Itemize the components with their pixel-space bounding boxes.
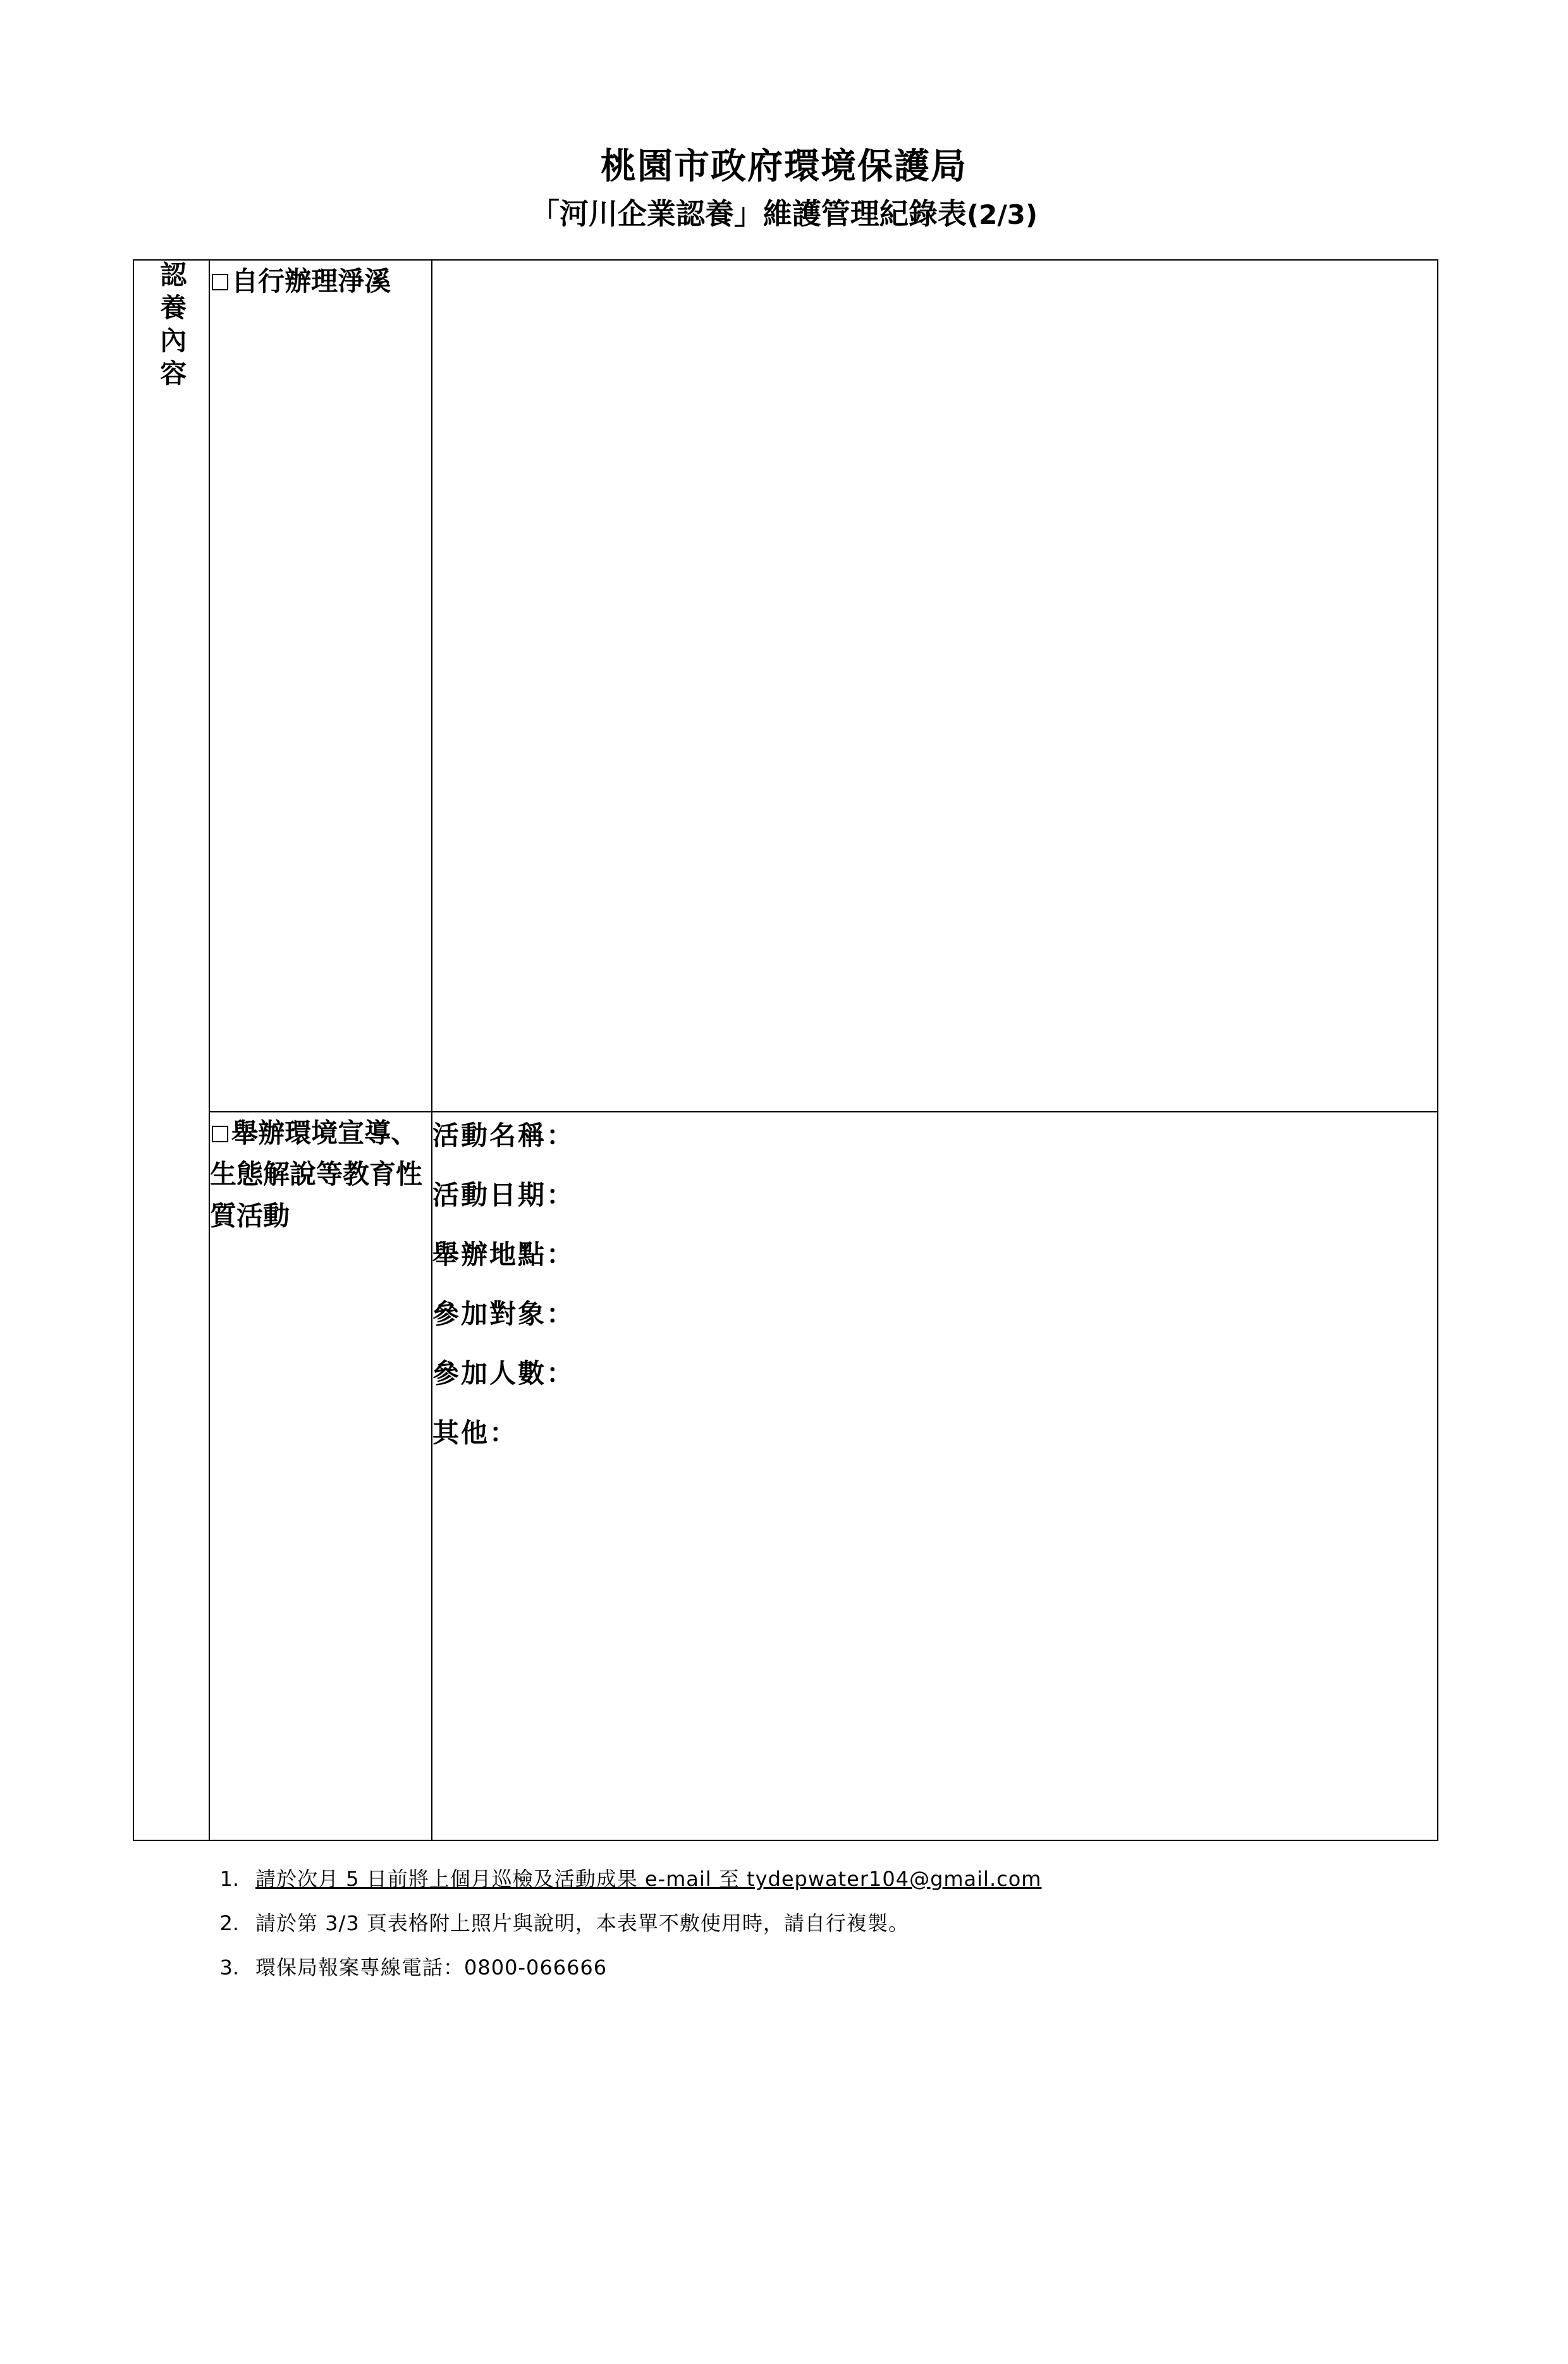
document-header — [0, 145, 1568, 231]
content-cell-education-activity[interactable] — [432, 1112, 1438, 1840]
row-label-cell — [133, 260, 209, 1840]
item-label-text: 自行辦理淨溪 — [231, 266, 391, 297]
field-other[interactable]: 其他： — [432, 1417, 518, 1449]
item-label-text: 舉辦環境宣導、生態解說等教育性質活動 — [210, 1117, 423, 1231]
list-item — [209, 1908, 1410, 1938]
field-participant-count[interactable]: 參加人數： — [432, 1358, 575, 1389]
list-item — [209, 1952, 1410, 1983]
item-cell-education-activity — [209, 1112, 432, 1840]
note-text: 請於次月 5 日前將上個月巡檢及活動成果 e-mail 至 tydepwater104@gmail.com — [255, 1867, 1042, 1892]
content-cell-clean-river[interactable] — [432, 260, 1438, 1112]
checkbox-icon[interactable]: □ — [210, 268, 231, 294]
page-title: 桃園市政府環境保護局 — [601, 146, 967, 187]
item-label-clean-river — [210, 261, 431, 302]
document-page — [0, 145, 1568, 2364]
field-participant-type[interactable]: 參加對象： — [432, 1298, 575, 1330]
page-marker: (2/3) — [966, 199, 1038, 231]
field-activity-name[interactable]: 活動名稱： — [432, 1120, 575, 1152]
notes-list — [209, 1864, 1410, 1983]
record-table — [133, 259, 1438, 1841]
page-subtitle — [0, 197, 1568, 231]
checkbox-icon[interactable]: □ — [210, 1120, 231, 1146]
note-number: 3. — [219, 1955, 239, 1980]
field-activity-date[interactable]: 活動日期： — [432, 1179, 575, 1211]
item-label-education-activity — [210, 1112, 431, 1236]
note-text: 請於第 3/3 頁表格附上照片與說明，本表單不敷使用時，請自行複製。 — [255, 1911, 909, 1936]
page-subtitle-text: 「河川企業認養」維護管理紀錄表 — [530, 197, 967, 231]
list-item — [209, 1864, 1410, 1894]
row-label-text: 認養內容 — [156, 261, 188, 393]
field-activity-location[interactable]: 舉辦地點： — [432, 1239, 575, 1271]
table-row — [133, 1112, 1438, 1840]
item-cell-clean-river — [209, 260, 432, 1112]
note-text: 環保局報案專線電話：0800-066666 — [255, 1955, 608, 1980]
note-number: 2. — [219, 1911, 239, 1936]
table-row — [133, 260, 1438, 1112]
note-number: 1. — [219, 1867, 239, 1892]
